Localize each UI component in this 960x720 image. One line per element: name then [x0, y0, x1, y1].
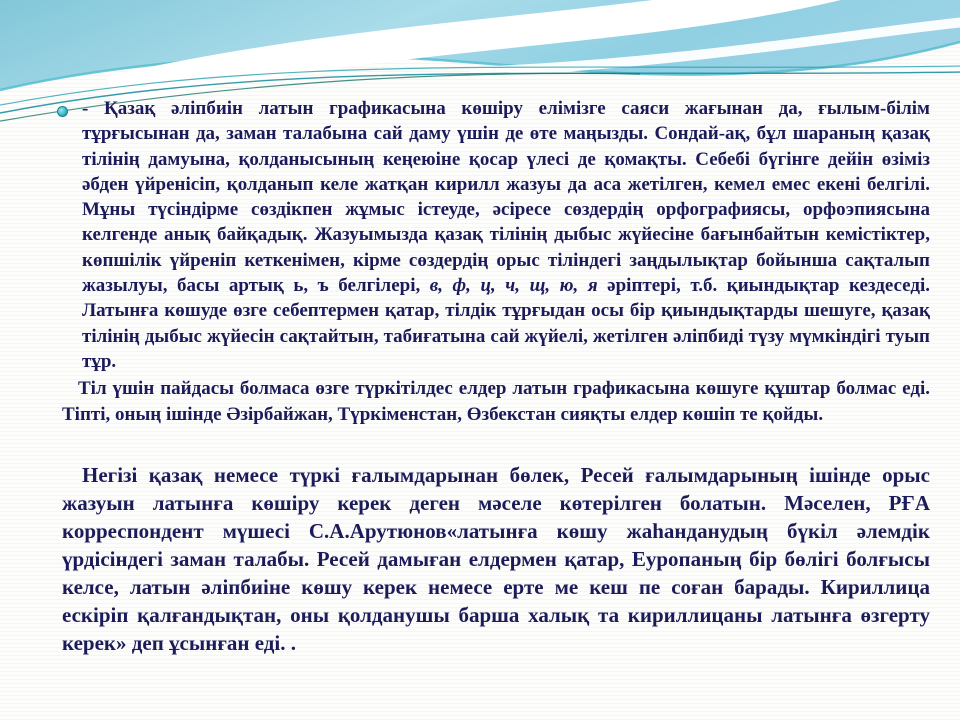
paragraph-1 — [62, 96, 930, 374]
paragraph-1-italic-letters: в, ф, ц, ч, щ, ю, я — [429, 275, 598, 297]
paragraph-2: Тіл үшін пайдасы болмаса өзге түркітілдес елдер латын графикасына көшуге құштар болмас еді. Тіпті, оның ішінде Әзірбайжан, Түркіменстан, Өзбекстан сияқты елдер көшіп те қойды. — [62, 378, 930, 425]
slide-body-text — [62, 96, 930, 657]
bullet-circle-icon — [57, 106, 68, 117]
paragraph-1-text-continued: әріптері, т.б. қиындықтар кездеседі. Латынға көшуде өзге себептермен қатар, тілдік тұрғыдан осы бір қиындықтарды шешуге, қазақ тілінің дыбыс жүйесін сақтайтын, табиғатына сай жүйелі, жетілген әліпбиді түзу мүмкіндігі туып тұр. — [82, 275, 930, 372]
paragraph-3: Негізі қазақ немесе түркі ғалымдарынан бөлек, Ресей ғалымдарының ішінде орыс жазуын латынға көшіру керек деген мәселе көтерілген болатын. Мәселен, РҒА корреспондент мүшесі С.А.Арутюнов«латынға көшу жаһанданудың бүкіл әлемдік үрдісіндегі заман талабы. Ресей дамыған елдермен қатар, Еуропаның бір бөлігі болғысы келсе, латын әліпбиіне көшу керек немесе ерте ме кеш пе соған барады. Кириллица ескіріп қалғандықтан, оны қолданушы барша халық та кириллицаны латынға өзгерту керек» деп ұсынған еді. . — [62, 462, 930, 655]
paragraph-1-text: - Қазақ әліпбиін латын графикасына көшіру елімізге саяси жағынан да, ғылым-білім тұрғысынан да, заман талабына сай даму үшін де өте маңызды. Сондай-ақ, бұл шараның қазақ тілінің дамуына, қолданысының кеңеюіне қосар үлесі де қомақты. Себебі бүгінге дейін өзіміз әбден үйренісіп, қолданып келе жатқан кирилл жазуы да аса жетілген, кемел емес екені белгілі. Мұны түсіндірме сөздікпен жұмыс істеуде, әсіресе сөздердің орфографиясы, орфоэпиясына келгенде анық байқадық. Жазуымызда қазақ тілінің дыбыс жүйесіне бағынбайтын кемістіктер, көпшілік үйреніп кеткенімен, кірме сөздердің орыс тіліндегі заңдылықтар бойынша сақталып жазылуы, басы артық ь, ъ белгілері, — [82, 98, 930, 297]
